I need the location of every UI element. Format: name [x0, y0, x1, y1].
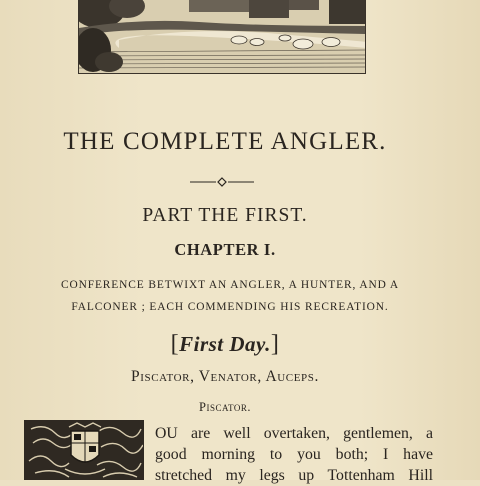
body-line: good morning to you both; I have — [155, 446, 433, 463]
day-bracket-close: ] — [270, 331, 280, 357]
speakers-list: Piscator, Venator, Auceps. — [131, 368, 319, 385]
day-bracket-open: [ — [170, 331, 180, 357]
book-title: THE COMPLETE ANGLER. — [63, 128, 387, 155]
subtitle-line-2: FALCONER ; EACH COMMENDING HIS RECREATION. — [71, 301, 389, 313]
body-line: OU are well overtaken, gentlemen, a — [155, 425, 433, 442]
chapter-heading: CHAPTER I. — [174, 240, 276, 259]
subtitle-line-1: CONFERENCE BETWIXT AN ANGLER, A HUNTER, AND A — [60, 279, 400, 291]
day-heading — [0, 331, 450, 358]
body-line: stretched my legs up Tottenham Hill — [155, 467, 433, 484]
ornamental-initial-y-icon — [24, 420, 144, 480]
day-label: First Day. — [179, 332, 271, 356]
part-heading: PART THE FIRST. — [142, 205, 308, 226]
body-text — [155, 423, 433, 486]
speaker-name: Piscator. — [199, 400, 251, 414]
engraved-headpiece-image — [78, 0, 366, 74]
diamond-rule-ornament-icon — [190, 177, 254, 187]
chapter-subtitle — [20, 274, 440, 318]
